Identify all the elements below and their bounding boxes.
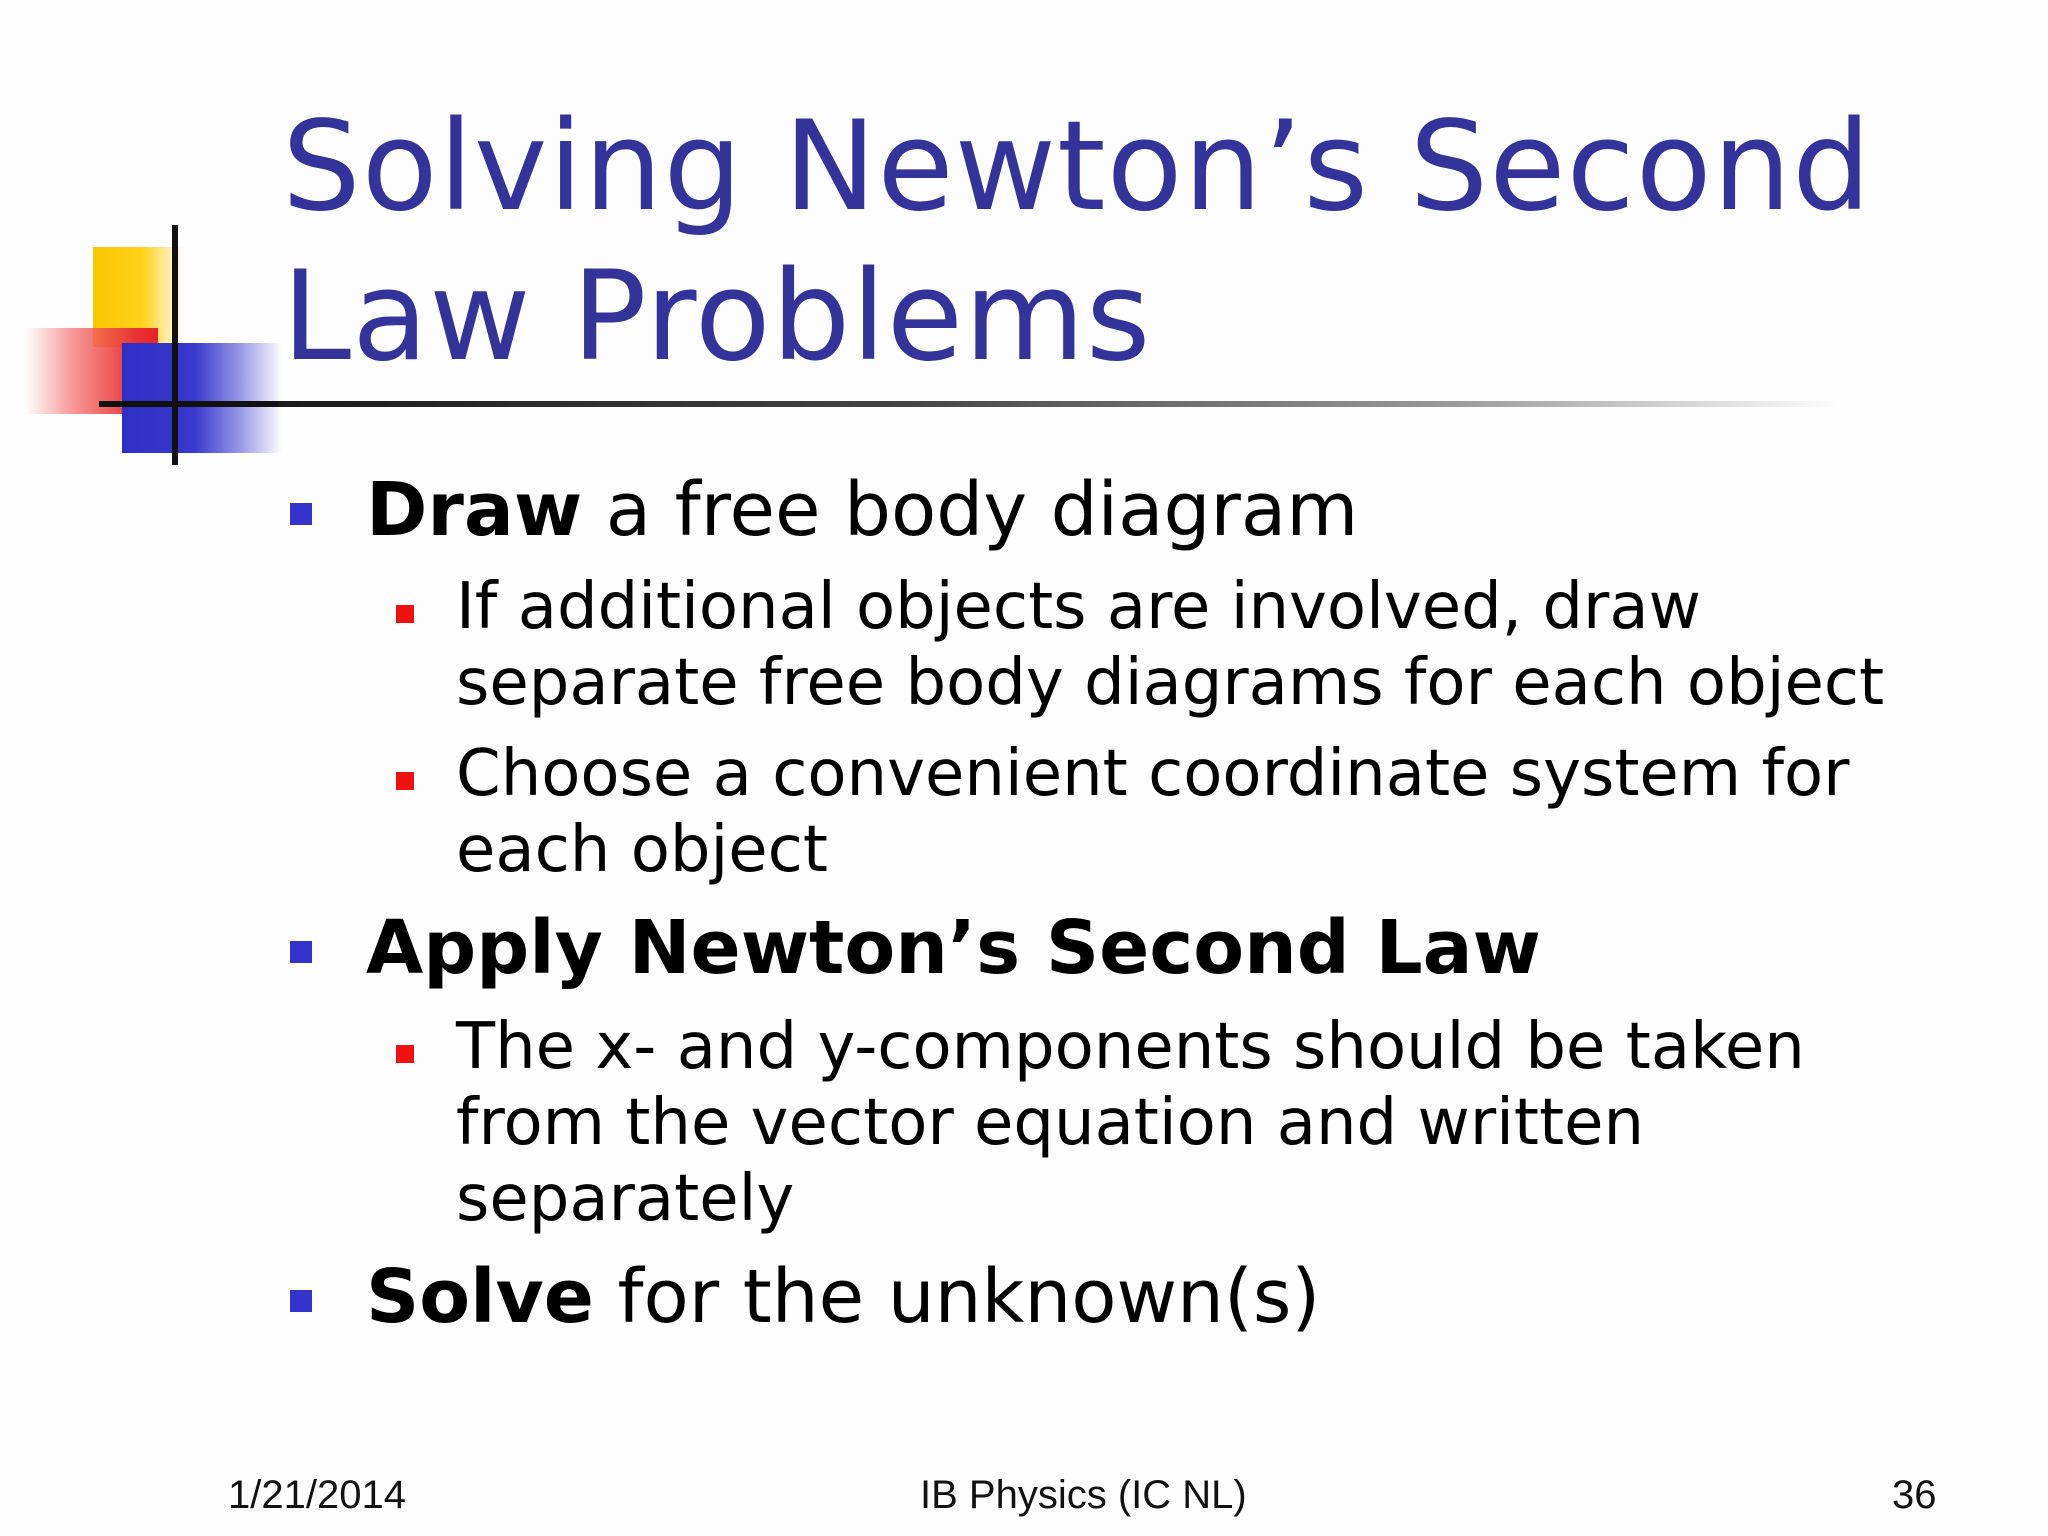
bullet-bold-text: Solve — [366, 1254, 594, 1340]
square-sub-bullet-icon — [396, 1045, 414, 1063]
bullet-bold-text: Draw — [366, 467, 583, 553]
bullet-text — [366, 1252, 1320, 1342]
footer-course: IB Physics (IC NL) — [920, 1473, 1247, 1517]
square-bullet-icon — [290, 941, 312, 963]
sub-bullet-line: from the vector equation and written — [456, 1086, 1645, 1160]
square-sub-bullet-icon — [396, 605, 414, 623]
square-sub-bullet-icon — [396, 772, 414, 790]
sub-bullet-line: The x- and y-components should be taken — [456, 1010, 1805, 1084]
square-bullet-icon — [290, 503, 312, 525]
sub-bullet-text — [456, 569, 2016, 721]
bullet-text — [366, 465, 1358, 555]
sub-bullet-line: each object — [456, 813, 828, 887]
footer-page-number: 36 — [1892, 1473, 1937, 1517]
bullet-text — [366, 903, 1541, 993]
bullet-rest-text: for the unknown(s) — [593, 1254, 1321, 1340]
sub-bullet-line: separate free body diagrams for each object — [456, 646, 1885, 720]
bullet-bold-text: Apply Newton’s Second Law — [366, 905, 1541, 991]
footer-date: 1/21/2014 — [228, 1473, 406, 1517]
sub-bullet-line: separately — [456, 1162, 795, 1236]
sub-bullet-text — [456, 736, 2016, 888]
bullet-rest-text: a free body diagram — [582, 467, 1359, 553]
title-line-2: Law Problems — [282, 245, 1152, 389]
title-line-1: Solving Newton’s Second — [282, 95, 1872, 239]
sub-bullet-line: If additional objects are involved, draw — [456, 570, 1701, 644]
sub-bullet-text — [456, 1009, 2016, 1237]
square-bullet-icon — [290, 1290, 312, 1312]
sub-bullet-line: Choose a convenient coordinate system for — [456, 737, 1850, 811]
